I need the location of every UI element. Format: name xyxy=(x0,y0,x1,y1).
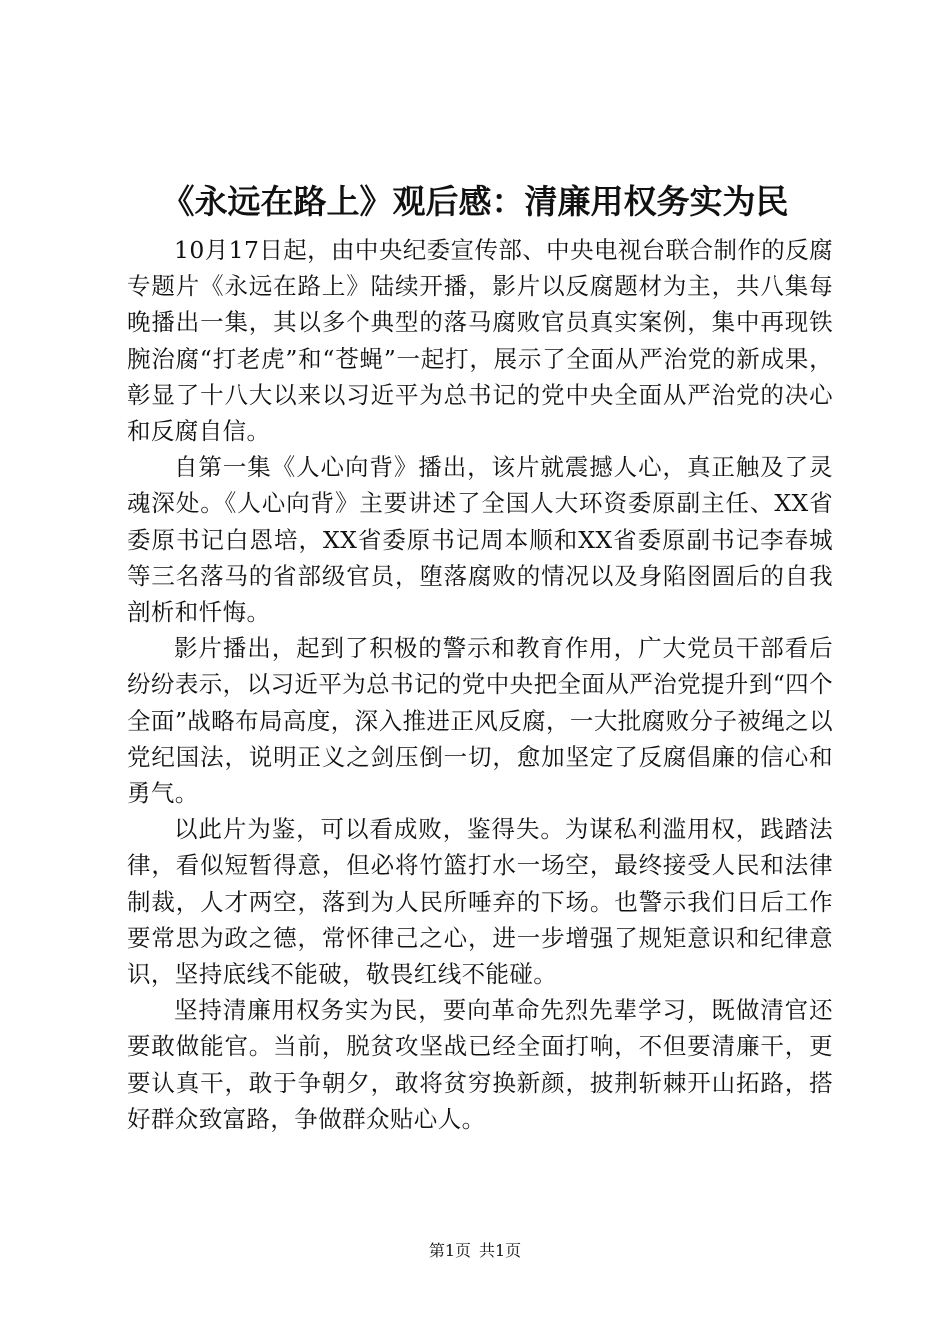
page-footer xyxy=(0,1240,950,1262)
paragraph-2: 自第一集《人心向背》播出，该片就震撼人心，真正触及了灵魂深处。《人心向背》主要讲述了全国人大环资委原副主任、XX省委原书记白恩培，XX省委原书记周本顺和XX省委原副书记李春城等三名落马的省部级官员，堕落腐败的情况以及身陷囹圄后的自我剖析和忏悔。 xyxy=(127,453,833,627)
paragraph-3: 影片播出，起到了积极的警示和教育作用，广大党员干部看后纷纷表示，以习近平为总书记的党中央把全面从严治党提升到“四个全面”战略布局高度，深入推进正风反腐，一大批腐败分子被绳之以党纪国法，说明正义之剑压倒一切，愈加坚定了反腐倡廉的信心和勇气。 xyxy=(127,634,833,808)
document-body xyxy=(127,232,833,1137)
document-title: 《永远在路上》观后感：清廉用权务实为民 xyxy=(161,182,789,221)
paragraph-1: 10月17日起，由中央纪委宣传部、中央电视台联合制作的反腐专题片《永远在路上》陆续开播，影片以反腐题材为主，共八集每晚播出一集，其以多个典型的落马腐败官员真实案例，集中再现铁腕治腐“打老虎”和“苍蝇”一起打，展示了全面从严治党的新成果，彰显了十八大以来以习近平为总书记的党中央全面从严治党的决心和反腐自信。 xyxy=(127,236,833,446)
paragraph-4: 以此片为鉴，可以看成败，鉴得失。为谋私利滥用权，践踏法律，看似短暂得意，但必将竹篮打水一场空，最终接受人民和法律制裁，人才两空，落到为人民所唾弃的下场。也警示我们日后工作要常思为政之德，常怀律己之心，进一步增强了规矩意识和纪律意识，坚持底线不能破，敬畏红线不能碰。 xyxy=(127,815,833,989)
page-number-total: 共1页 xyxy=(479,1241,522,1260)
page-number-current: 第1页 xyxy=(428,1241,471,1260)
paragraph-5: 坚持清廉用权务实为民，要向革命先烈先辈学习，既做清官还要敢做能官。当前，脱贫攻坚战已经全面打响，不但要清廉干，更要认真干，敢于争朝夕，敢将贫穷换新颜，披荆斩棘开山拓路，搭好群众致富路，争做群众贴心人。 xyxy=(127,996,833,1133)
